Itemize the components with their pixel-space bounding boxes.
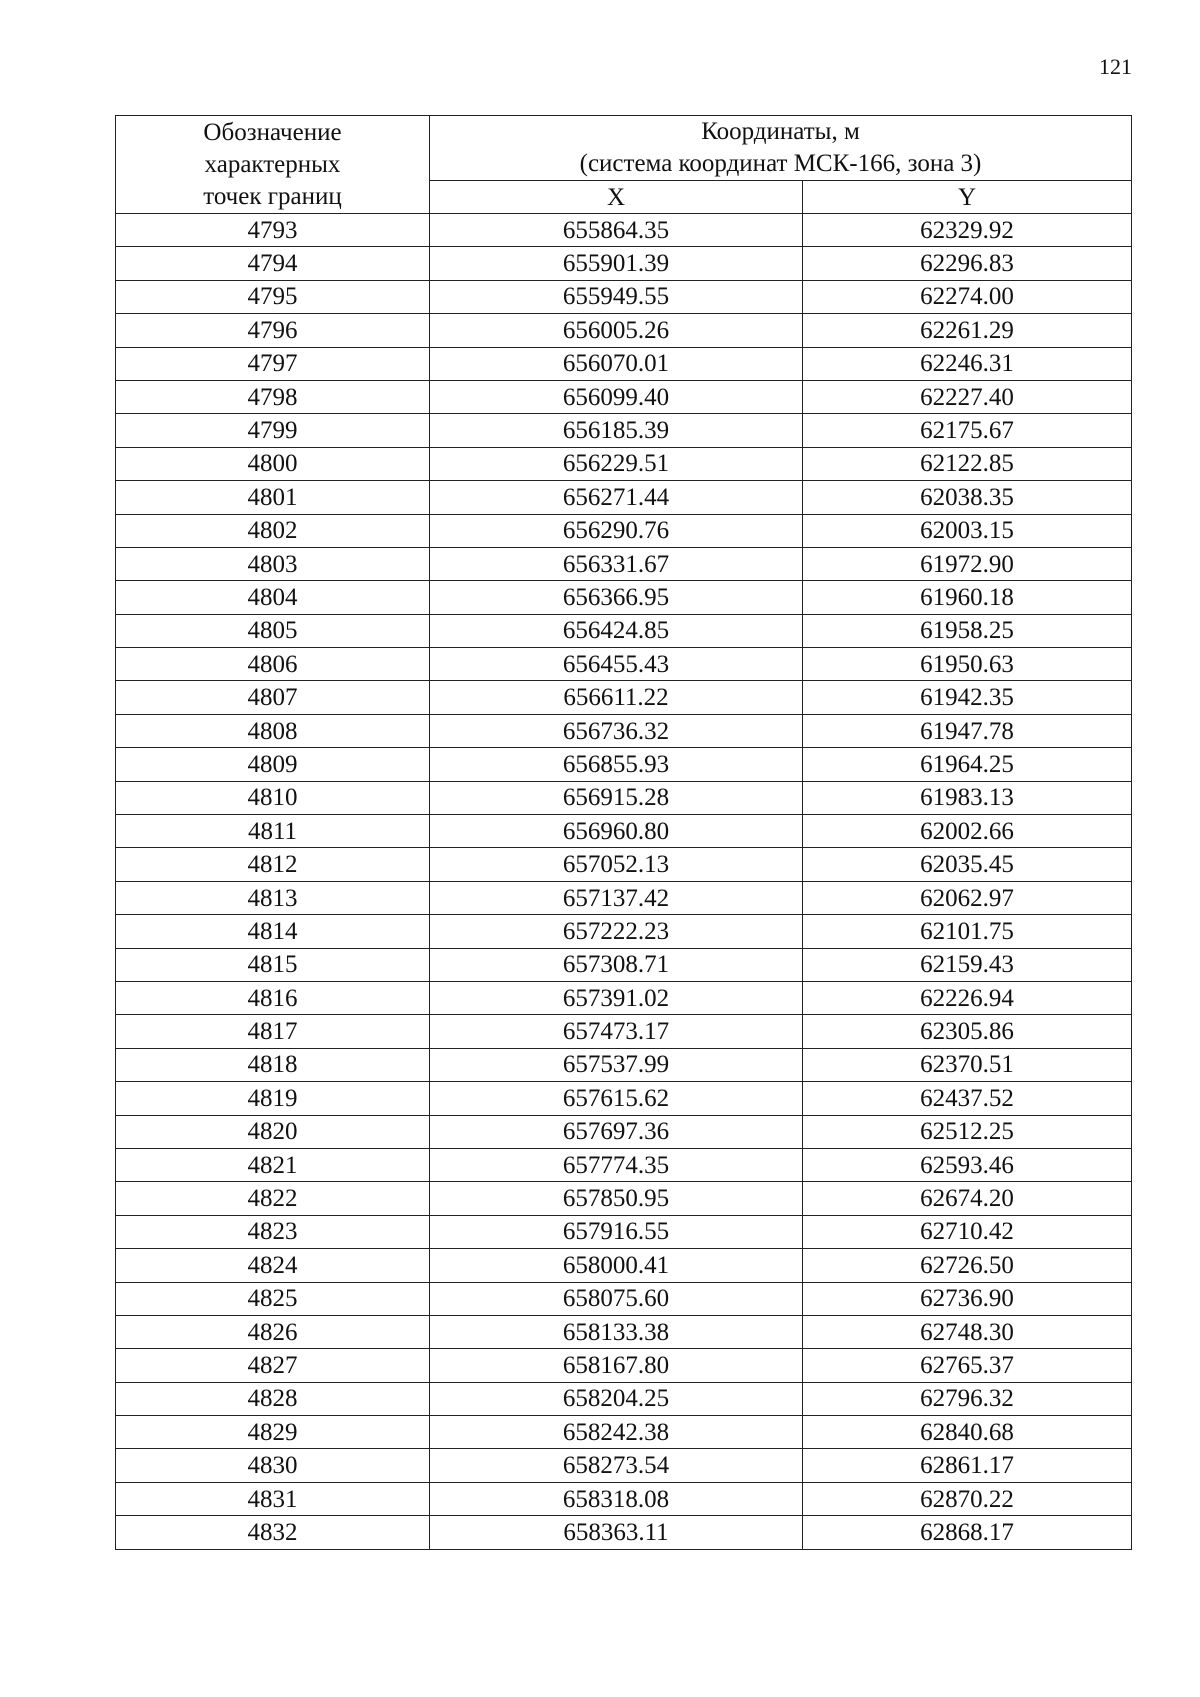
point-cell: 4804 [116, 581, 430, 614]
coordinates-column-header [430, 116, 1132, 181]
point-cell: 4816 [116, 981, 430, 1014]
table-row [116, 581, 1132, 614]
point-cell: 4800 [116, 447, 430, 480]
point-header-line-1: Обозначение [203, 118, 342, 146]
table-row [116, 881, 1132, 914]
y-coordinate-cell: 62122.85 [803, 447, 1132, 480]
y-coordinate-cell: 62296.83 [803, 247, 1132, 280]
point-cell: 4808 [116, 714, 430, 747]
table-row [116, 447, 1132, 480]
table-row [116, 848, 1132, 881]
x-coordinate-cell: 656290.76 [430, 514, 803, 547]
table-row [116, 681, 1132, 714]
point-header-line-3: точек границ [203, 182, 342, 210]
x-coordinate-cell: 657537.99 [430, 1048, 803, 1081]
y-coordinate-cell: 62227.40 [803, 380, 1132, 413]
table-row [116, 815, 1132, 848]
y-coordinate-cell: 62038.35 [803, 481, 1132, 514]
x-coordinate-cell: 656424.85 [430, 614, 803, 647]
table-row [116, 948, 1132, 981]
y-coordinate-cell: 62861.17 [803, 1449, 1132, 1482]
point-cell: 4805 [116, 614, 430, 647]
y-coordinate-cell: 61972.90 [803, 547, 1132, 580]
point-cell: 4812 [116, 848, 430, 881]
table-row [116, 1315, 1132, 1348]
point-cell: 4827 [116, 1349, 430, 1382]
point-cell: 4802 [116, 514, 430, 547]
table-row [116, 1516, 1132, 1549]
point-cell: 4806 [116, 648, 430, 681]
y-coordinate-cell: 62593.46 [803, 1148, 1132, 1181]
x-column-header: X [430, 181, 803, 214]
y-coordinate-cell: 62710.42 [803, 1215, 1132, 1248]
table-row [116, 1349, 1132, 1382]
point-cell: 4824 [116, 1249, 430, 1282]
x-coordinate-cell: 657222.23 [430, 915, 803, 948]
point-cell: 4810 [116, 781, 430, 814]
y-coordinate-cell: 62274.00 [803, 280, 1132, 313]
y-coordinate-cell: 62035.45 [803, 848, 1132, 881]
y-coordinate-cell: 62175.67 [803, 414, 1132, 447]
y-coordinate-cell: 62512.25 [803, 1115, 1132, 1148]
coordinates-table [115, 115, 1132, 1550]
table-header [116, 116, 1132, 214]
x-coordinate-cell: 658363.11 [430, 1516, 803, 1549]
table-row [116, 1048, 1132, 1081]
x-coordinate-cell: 655901.39 [430, 247, 803, 280]
y-coordinate-cell: 62748.30 [803, 1315, 1132, 1348]
table-row [116, 314, 1132, 347]
point-cell: 4814 [116, 915, 430, 948]
x-coordinate-cell: 656736.32 [430, 714, 803, 747]
table-row [116, 414, 1132, 447]
y-coordinate-cell: 62674.20 [803, 1182, 1132, 1215]
x-coordinate-cell: 657697.36 [430, 1115, 803, 1148]
point-cell: 4793 [116, 214, 430, 247]
x-coordinate-cell: 656960.80 [430, 815, 803, 848]
point-cell: 4825 [116, 1282, 430, 1315]
x-coordinate-cell: 656005.26 [430, 314, 803, 347]
table-row [116, 614, 1132, 647]
point-cell: 4809 [116, 748, 430, 781]
y-coordinate-cell: 61958.25 [803, 614, 1132, 647]
table-row [116, 748, 1132, 781]
x-coordinate-cell: 656271.44 [430, 481, 803, 514]
table-row [116, 214, 1132, 247]
table-row [116, 915, 1132, 948]
x-coordinate-cell: 657850.95 [430, 1182, 803, 1215]
x-coordinate-cell: 656855.93 [430, 748, 803, 781]
x-coordinate-cell: 657391.02 [430, 981, 803, 1014]
x-coordinate-cell: 656099.40 [430, 380, 803, 413]
table-row [116, 1148, 1132, 1181]
table-row [116, 1382, 1132, 1415]
table-row [116, 1015, 1132, 1048]
point-column-header [116, 116, 430, 214]
x-coordinate-cell: 657473.17 [430, 1015, 803, 1048]
table-row [116, 714, 1132, 747]
point-cell: 4828 [116, 1382, 430, 1415]
point-cell: 4823 [116, 1215, 430, 1248]
y-coordinate-cell: 61960.18 [803, 581, 1132, 614]
x-coordinate-cell: 657052.13 [430, 848, 803, 881]
point-cell: 4795 [116, 280, 430, 313]
x-coordinate-cell: 658075.60 [430, 1282, 803, 1315]
y-coordinate-cell: 62370.51 [803, 1048, 1132, 1081]
point-cell: 4815 [116, 948, 430, 981]
point-cell: 4826 [116, 1315, 430, 1348]
point-cell: 4813 [116, 881, 430, 914]
x-coordinate-cell: 656331.67 [430, 547, 803, 580]
y-coordinate-cell: 62796.32 [803, 1382, 1132, 1415]
y-coordinate-cell: 62002.66 [803, 815, 1132, 848]
point-cell: 4822 [116, 1182, 430, 1215]
y-coordinate-cell: 62246.31 [803, 347, 1132, 380]
point-cell: 4807 [116, 681, 430, 714]
point-cell: 4794 [116, 247, 430, 280]
x-coordinate-cell: 656229.51 [430, 447, 803, 480]
point-cell: 4803 [116, 547, 430, 580]
x-coordinate-cell: 656915.28 [430, 781, 803, 814]
point-cell: 4811 [116, 815, 430, 848]
y-coordinate-cell: 61942.35 [803, 681, 1132, 714]
y-coordinate-cell: 61950.63 [803, 648, 1132, 681]
x-coordinate-cell: 657916.55 [430, 1215, 803, 1248]
x-coordinate-cell: 657774.35 [430, 1148, 803, 1181]
x-coordinate-cell: 658273.54 [430, 1449, 803, 1482]
y-coordinate-cell: 62261.29 [803, 314, 1132, 347]
table-row [116, 1115, 1132, 1148]
y-coordinate-cell: 62765.37 [803, 1349, 1132, 1382]
table-row [116, 1182, 1132, 1215]
table-row [116, 1215, 1132, 1248]
x-coordinate-cell: 658133.38 [430, 1315, 803, 1348]
x-coordinate-cell: 655864.35 [430, 214, 803, 247]
x-coordinate-cell: 656611.22 [430, 681, 803, 714]
table-row [116, 347, 1132, 380]
point-cell: 4817 [116, 1015, 430, 1048]
table-row [116, 547, 1132, 580]
x-coordinate-cell: 656070.01 [430, 347, 803, 380]
y-coordinate-cell: 62329.92 [803, 214, 1132, 247]
y-coordinate-cell: 62868.17 [803, 1516, 1132, 1549]
y-coordinate-cell: 62101.75 [803, 915, 1132, 948]
table-row [116, 1282, 1132, 1315]
table-row [116, 981, 1132, 1014]
point-cell: 4829 [116, 1416, 430, 1449]
x-coordinate-cell: 657137.42 [430, 881, 803, 914]
x-coordinate-cell: 657615.62 [430, 1082, 803, 1115]
table-body [116, 214, 1132, 1550]
table-row [116, 481, 1132, 514]
y-coordinate-cell: 61947.78 [803, 714, 1132, 747]
point-cell: 4796 [116, 314, 430, 347]
point-cell: 4801 [116, 481, 430, 514]
table-row [116, 280, 1132, 313]
y-coordinate-cell: 62062.97 [803, 881, 1132, 914]
point-cell: 4821 [116, 1148, 430, 1181]
x-coordinate-cell: 658204.25 [430, 1382, 803, 1415]
table-row [116, 1449, 1132, 1482]
coordinates-header-line-2: (система координат МСК-166, зона 3) [579, 150, 982, 177]
table-row [116, 1416, 1132, 1449]
table-row [116, 247, 1132, 280]
y-coordinate-cell: 61964.25 [803, 748, 1132, 781]
table-row [116, 1249, 1132, 1282]
x-coordinate-cell: 656455.43 [430, 648, 803, 681]
y-coordinate-cell: 62437.52 [803, 1082, 1132, 1115]
x-coordinate-cell: 657308.71 [430, 948, 803, 981]
x-coordinate-cell: 658000.41 [430, 1249, 803, 1282]
point-cell: 4830 [116, 1449, 430, 1482]
point-cell: 4799 [116, 414, 430, 447]
coordinates-header-line-1: Координаты, м [701, 118, 860, 145]
x-coordinate-cell: 656366.95 [430, 581, 803, 614]
y-coordinate-cell: 62003.15 [803, 514, 1132, 547]
x-coordinate-cell: 655949.55 [430, 280, 803, 313]
table-row [116, 514, 1132, 547]
page-number: 121 [1099, 54, 1132, 79]
x-coordinate-cell: 658242.38 [430, 1416, 803, 1449]
y-coordinate-cell: 62736.90 [803, 1282, 1132, 1315]
y-coordinate-cell: 62870.22 [803, 1482, 1132, 1515]
table-row [116, 781, 1132, 814]
table-row [116, 1482, 1132, 1515]
table-row [116, 1082, 1132, 1115]
point-cell: 4798 [116, 380, 430, 413]
point-cell: 4819 [116, 1082, 430, 1115]
y-column-header: Y [803, 181, 1132, 214]
point-header-line-2: характерных [204, 150, 341, 178]
x-coordinate-cell: 658318.08 [430, 1482, 803, 1515]
point-cell: 4820 [116, 1115, 430, 1148]
x-coordinate-cell: 658167.80 [430, 1349, 803, 1382]
y-coordinate-cell: 62726.50 [803, 1249, 1132, 1282]
table-row [116, 648, 1132, 681]
y-coordinate-cell: 62159.43 [803, 948, 1132, 981]
x-coordinate-cell: 656185.39 [430, 414, 803, 447]
y-coordinate-cell: 62840.68 [803, 1416, 1132, 1449]
y-coordinate-cell: 62226.94 [803, 981, 1132, 1014]
point-cell: 4832 [116, 1516, 430, 1549]
point-cell: 4831 [116, 1482, 430, 1515]
y-coordinate-cell: 62305.86 [803, 1015, 1132, 1048]
point-cell: 4797 [116, 347, 430, 380]
y-coordinate-cell: 61983.13 [803, 781, 1132, 814]
table-row [116, 380, 1132, 413]
point-cell: 4818 [116, 1048, 430, 1081]
